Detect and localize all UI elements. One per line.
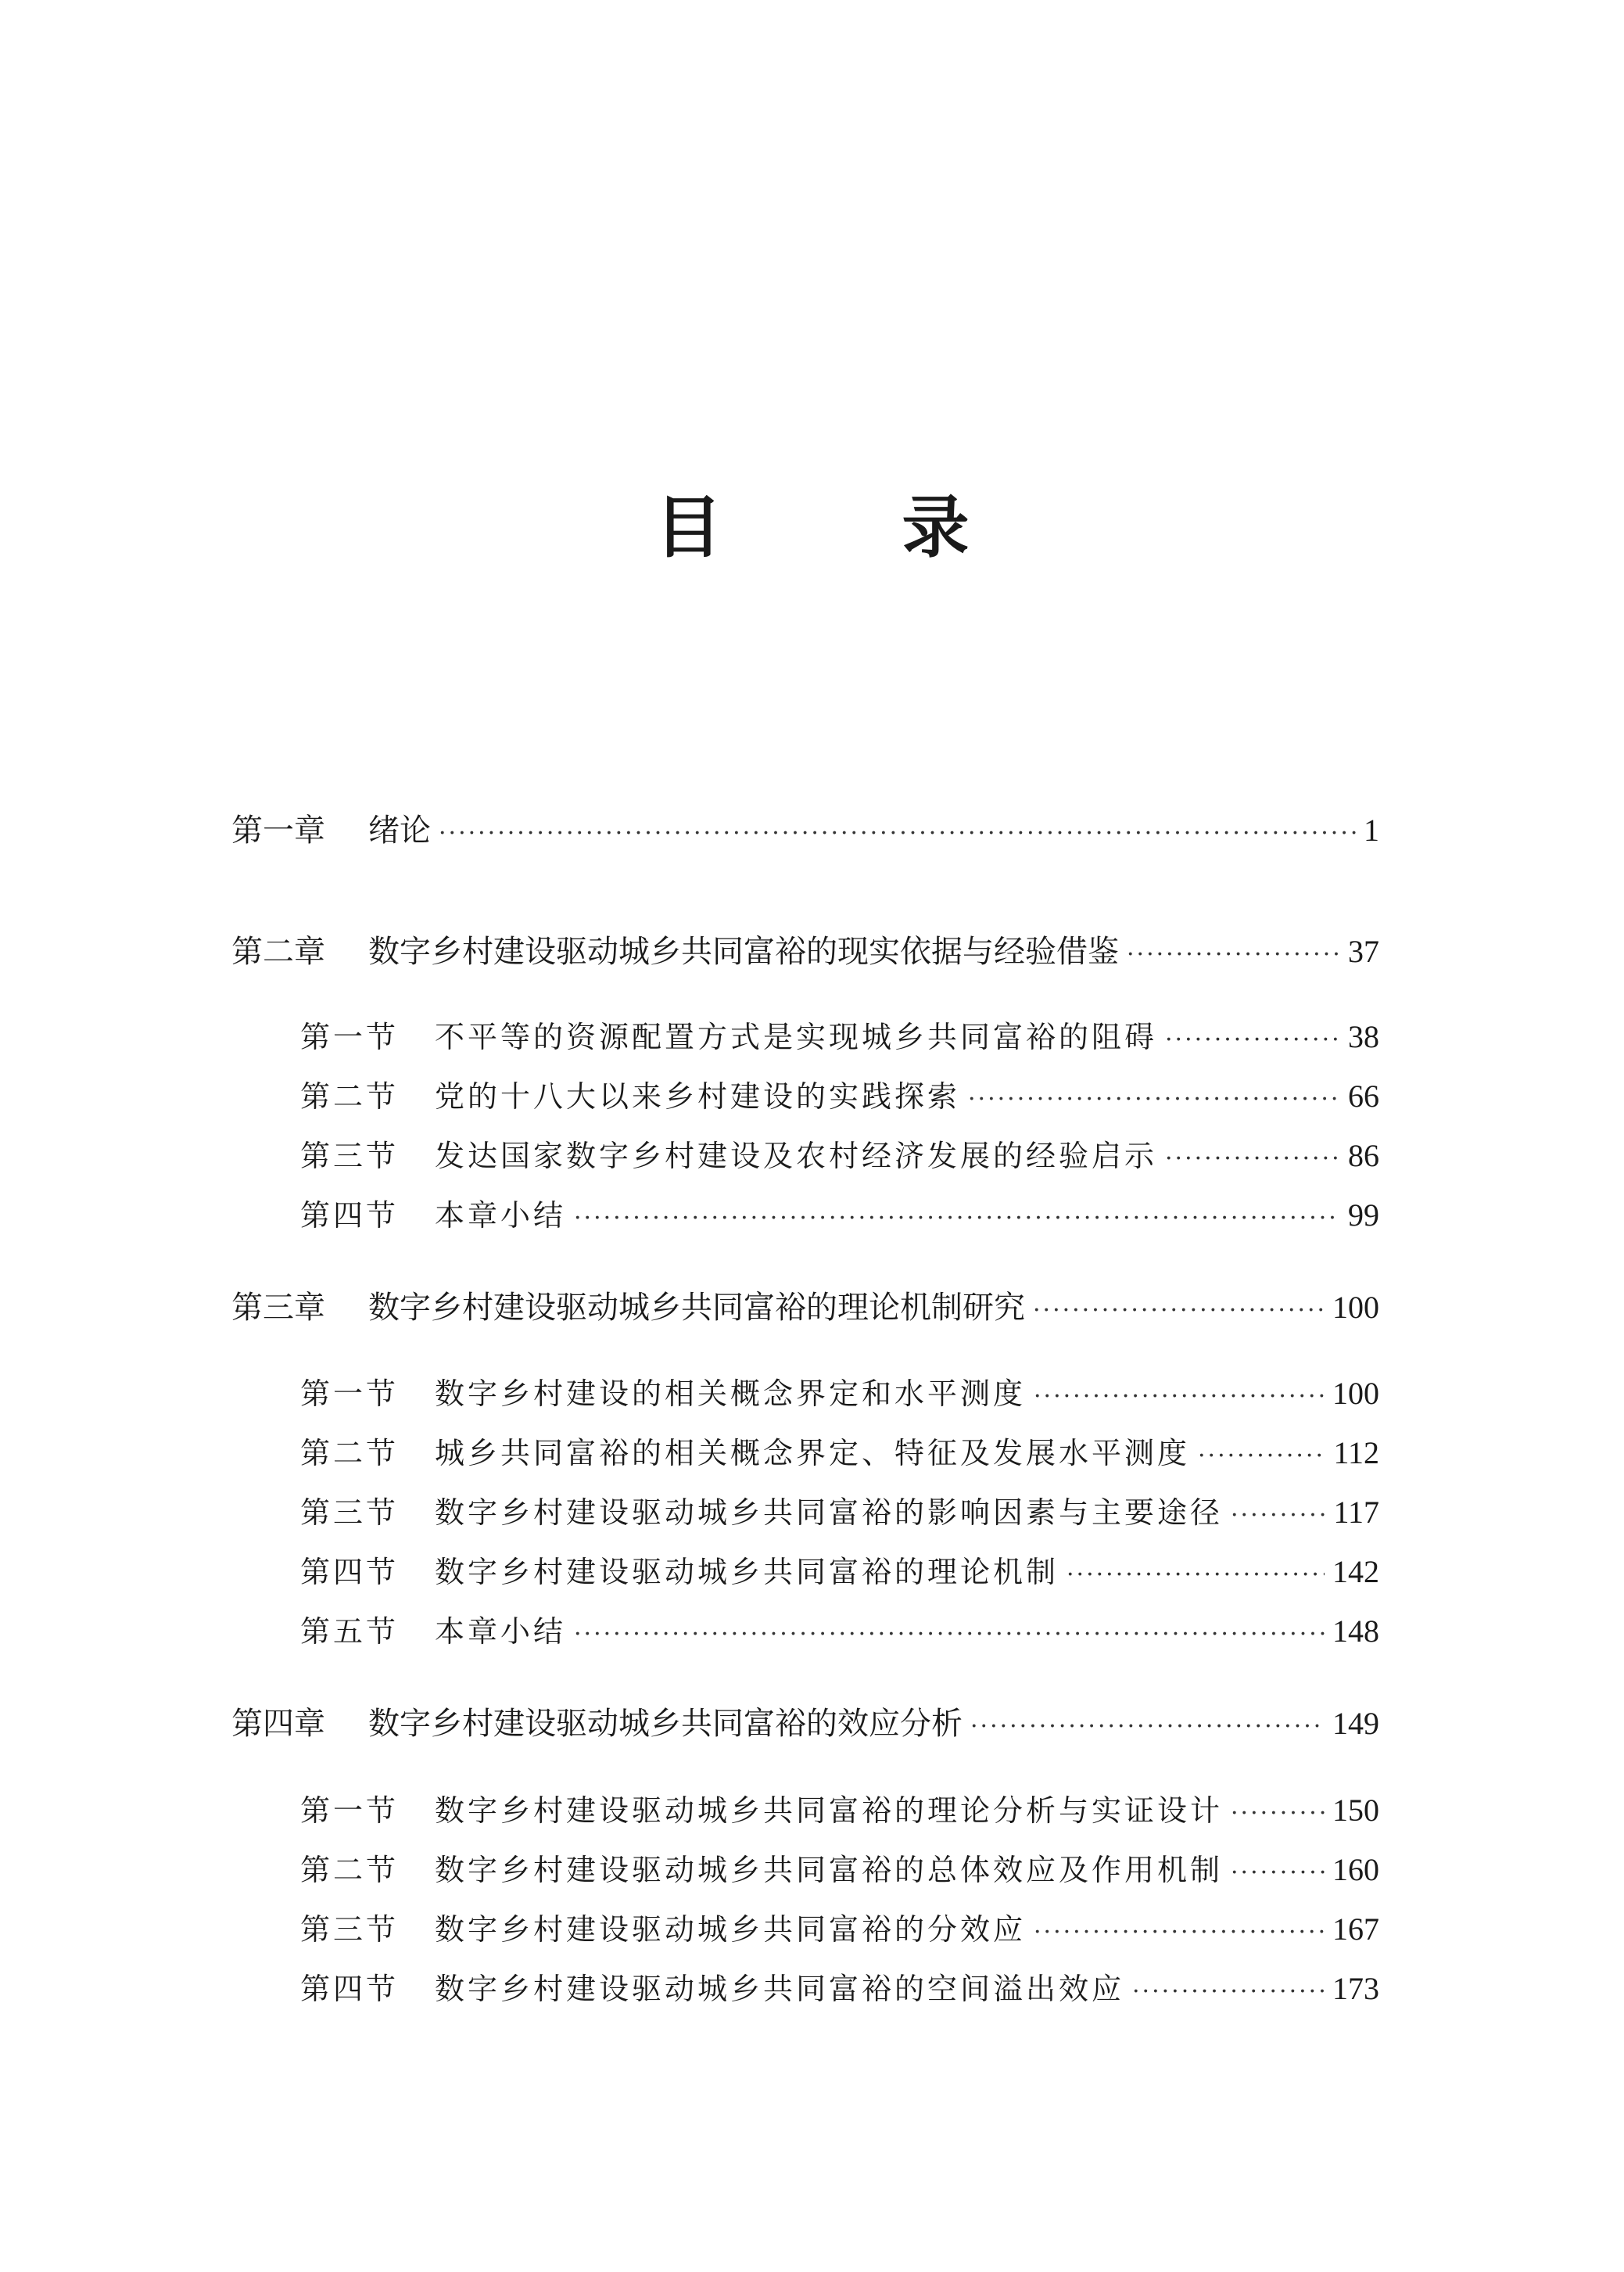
toc-dot-leader	[1165, 1145, 1340, 1172]
toc-entry-section[interactable]	[231, 1488, 1379, 1535]
toc-entry-label: 第二节	[300, 1079, 400, 1114]
toc-entry-page: 100	[1332, 1376, 1379, 1411]
toc-entry-page: 100	[1332, 1290, 1379, 1325]
toc-entry-page: 149	[1332, 1706, 1379, 1741]
toc-entry-label: 第一节	[300, 1376, 400, 1411]
toc-entry-page: 142	[1332, 1554, 1379, 1589]
toc-entry-label: 第三章	[231, 1290, 325, 1326]
toc-entry-section[interactable]	[231, 1013, 1379, 1060]
toc-entry-label: 第五节	[300, 1614, 400, 1649]
toc-dot-leader	[968, 1086, 1340, 1113]
toc-entry-chapter-4[interactable]	[231, 1699, 1379, 1746]
toc-entry-page: 167	[1332, 1911, 1379, 1947]
toc-entry-section[interactable]	[231, 1786, 1379, 1833]
toc-entry-title: 数字乡村建设驱动城乡共同富裕的空间溢出效应	[435, 1972, 1125, 2006]
toc-dot-leader	[1034, 1918, 1325, 1946]
toc-entry-page: 112	[1333, 1435, 1379, 1470]
toc-dot-leader	[439, 820, 1356, 847]
toc-entry-title: 城乡共同富裕的相关概念界定、特征及发展水平测度	[435, 1436, 1191, 1470]
toc-entry-label: 第四节	[300, 1555, 400, 1589]
toc-entry-title: 党的十八大以来乡村建设的实践探索	[435, 1079, 961, 1114]
toc-entry-page: 150	[1332, 1793, 1379, 1828]
toc-entry-label: 第四节	[300, 1972, 400, 2006]
toc-entry-section[interactable]	[231, 1429, 1379, 1476]
toc-entry-title: 数字乡村建设驱动城乡共同富裕的理论分析与实证设计	[435, 1793, 1224, 1828]
toc-entry-section[interactable]	[231, 1905, 1379, 1952]
toc-dot-leader	[1034, 1383, 1325, 1410]
toc-entry-page: 86	[1348, 1138, 1379, 1173]
toc-entry-section[interactable]	[231, 1191, 1379, 1238]
toc-dot-leader	[1231, 1502, 1325, 1529]
toc-entry-title: 本章小结	[435, 1198, 567, 1233]
toc-entry-page: 148	[1332, 1613, 1379, 1649]
toc-dot-leader	[574, 1621, 1325, 1648]
toc-entry-label: 第二章	[231, 934, 325, 970]
toc-entry-label: 第三节	[300, 1139, 400, 1173]
toc-entry-section[interactable]	[231, 1965, 1379, 2012]
toc-entry-section[interactable]	[231, 1132, 1379, 1179]
toc-entry-page: 99	[1348, 1197, 1379, 1233]
toc-entry-title: 数字乡村建设的相关概念界定和水平测度	[435, 1376, 1027, 1411]
toc-entry-chapter-2[interactable]	[231, 927, 1379, 974]
toc-entry-page: 38	[1348, 1019, 1379, 1054]
toc-entry-title: 数字乡村建设驱动城乡共同富裕的效应分析	[368, 1706, 963, 1742]
toc-dot-leader	[970, 1713, 1325, 1740]
toc-dot-leader	[1231, 1800, 1325, 1827]
toc-entry-section[interactable]	[231, 1607, 1379, 1654]
toc-entry-title: 数字乡村建设驱动城乡共同富裕的理论机制研究	[368, 1290, 1025, 1326]
toc-entry-label: 第二节	[300, 1436, 400, 1470]
toc-entry-title: 不平等的资源配置方式是实现城乡共同富裕的阻碍	[435, 1020, 1158, 1054]
toc-entry-label: 第四章	[231, 1706, 325, 1742]
toc-dot-leader	[1198, 1442, 1325, 1470]
toc-entry-title: 数字乡村建设驱动城乡共同富裕的理论机制	[435, 1555, 1059, 1589]
toc-entry-label: 第三节	[300, 1495, 400, 1530]
toc-dot-leader	[1127, 941, 1340, 968]
toc-dot-leader	[1231, 1859, 1325, 1886]
toc-entry-label: 第二节	[300, 1853, 400, 1887]
toc-entry-title: 本章小结	[435, 1614, 567, 1649]
toc-entry-page: 160	[1332, 1852, 1379, 1887]
toc-entry-section[interactable]	[231, 1072, 1379, 1119]
toc-entry-page: 1	[1364, 813, 1379, 848]
toc-entry-title: 数字乡村建设驱动城乡共同富裕的分效应	[435, 1912, 1027, 1947]
toc-entry-title: 绪论	[368, 813, 431, 849]
toc-entry-title: 发达国家数字乡村建设及农村经济发展的经验启示	[435, 1139, 1158, 1173]
toc-entry-chapter-3[interactable]	[231, 1283, 1379, 1330]
toc-entry-page: 117	[1333, 1495, 1379, 1530]
toc-entry-page: 173	[1332, 1971, 1379, 2006]
toc-dot-leader	[1067, 1561, 1325, 1588]
toc-entry-page: 66	[1348, 1079, 1379, 1114]
toc-entry-title: 数字乡村建设驱动城乡共同富裕的总体效应及作用机制	[435, 1853, 1224, 1887]
toc-entry-section[interactable]	[231, 1548, 1379, 1595]
toc-entry-label: 第四节	[300, 1198, 400, 1233]
toc-dot-leader	[1132, 1978, 1325, 2005]
toc-entry-label: 第一节	[300, 1793, 400, 1828]
toc-entry-chapter-1[interactable]	[231, 806, 1379, 852]
toc-dot-leader	[1033, 1297, 1325, 1324]
toc-entry-title: 数字乡村建设驱动城乡共同富裕的影响因素与主要途径	[435, 1495, 1224, 1530]
page-title: 目 录	[654, 489, 1048, 567]
toc-entry-label: 第三节	[300, 1912, 400, 1947]
toc-entry-section[interactable]	[231, 1369, 1379, 1416]
toc-dot-leader	[574, 1204, 1340, 1232]
toc-entry-label: 第一章	[231, 813, 325, 849]
toc-entry-label: 第一节	[300, 1020, 400, 1054]
toc-dot-leader	[1165, 1026, 1340, 1053]
toc-entry-page: 37	[1348, 934, 1379, 969]
toc-entry-title: 数字乡村建设驱动城乡共同富裕的现实依据与经验借鉴	[368, 934, 1119, 970]
toc-entry-section[interactable]	[231, 1846, 1379, 1893]
